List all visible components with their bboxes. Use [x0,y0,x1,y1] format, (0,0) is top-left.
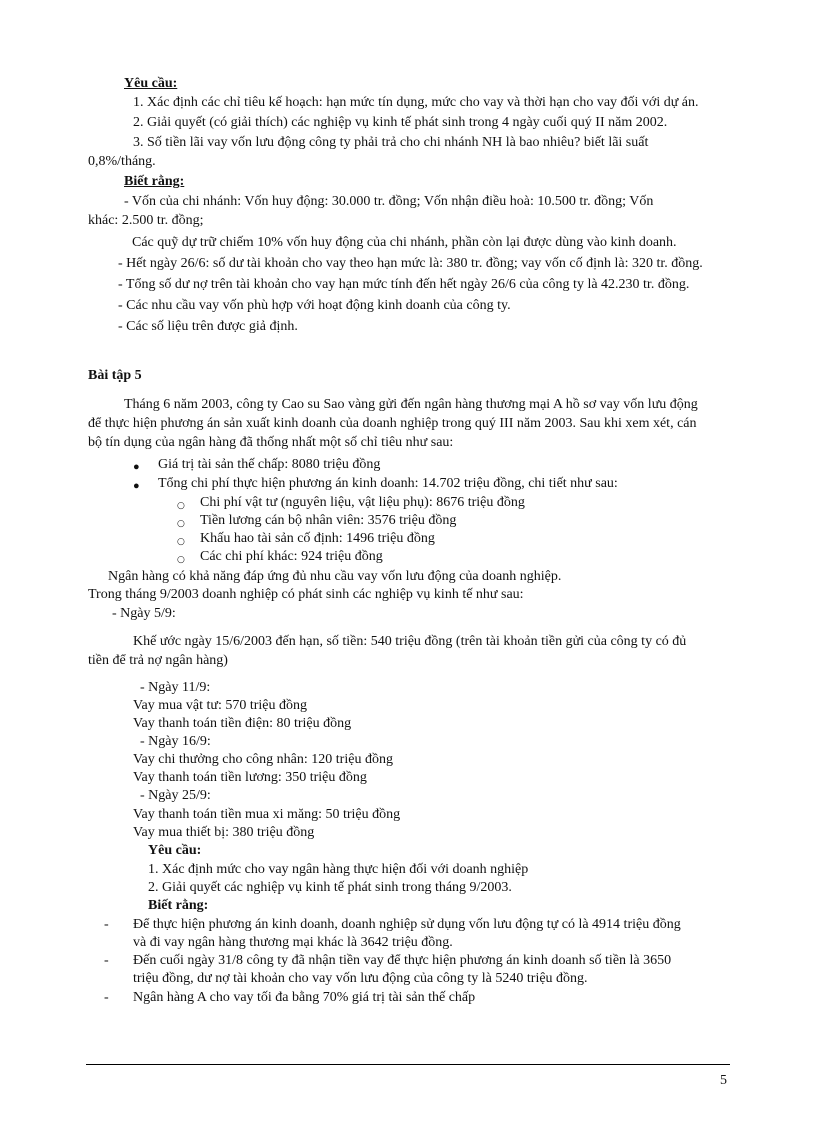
bullet-1: Giá trị tài sản thế chấp: 8080 triệu đồng [158,457,381,472]
september-intro: Trong tháng 9/2003 doanh nghiệp có phát sinh các nghiệp vụ kinh tế như sau: [88,587,524,602]
exercise-title: Bài tập 5 [88,368,142,383]
page-number: 5 [720,1073,727,1088]
sub-bullet-4: Các chi phí khác: 924 triệu đồng [200,549,383,564]
known-1-line1: - Vốn của chi nhánh: Vốn huy động: 30.000 tr. đồng; Vốn nhận điều hoà: 10.500 tr. đồng; Vốn [124,194,654,209]
bullet-2: Tổng chi phí thực hiện phương án kinh doanh: 14.702 triệu đồng, chi tiết như sau: [158,476,618,491]
known-5: - Các nhu cầu vay vốn phù hợp với hoạt động kinh doanh của công ty. [118,298,511,313]
requirement-2: 2. Giải quyết (có giải thích) các nghiệp vụ kinh tế phát sinh trong 4 ngày cuối quý II năm 2002. [133,115,668,130]
sub-bullet-3: Khấu hao tài sản cố định: 1496 triệu đồng [200,531,435,546]
exercise-known-3: Ngân hàng A cho vay tối đa bằng 70% giá trị tài sản thế chấp [133,990,476,1005]
requirement-1: 1. Xác định các chỉ tiêu kế hoạch: hạn mức tín dụng, mức cho vay và thời hạn cho vay đối với dự án. [133,95,699,110]
exercise-known-heading: Biết rằng: [148,898,209,913]
day-5-9-text-line2: tiền để trả nợ ngân hàng) [88,653,228,668]
dash-bullet-icon: - [104,917,109,932]
exercise-requirements-heading: Yêu cầu: [148,843,202,858]
sub-bullet-2: Tiền lương cán bộ nhân viên: 3576 triệu đồng [200,513,457,528]
day-5-9-text-line1: Khế ước ngày 15/6/2003 đến hạn, số tiền: 540 triệu đồng (trên tài khoản tiền gửi của công ty có đủ [133,634,687,649]
exercise-requirement-2: 2. Giải quyết các nghiệp vụ kinh tế phát sinh trong tháng 9/2003. [148,880,512,895]
circle-bullet-icon: ○ [177,501,185,511]
known-3: - Hết ngày 26/6: số dư tài khoản cho vay theo hạn mức là: 380 tr. đồng; vay vốn cố định là: 320 tr. đồng. [118,256,703,271]
intro-line1: Tháng 6 năm 2003, công ty Cao su Sao vàng gửi đến ngân hàng thương mại A hồ sơ vay vốn lưu động [124,397,698,412]
day-25-9: - Ngày 25/9: [140,788,211,803]
bullet-dot-icon: ● [133,461,140,473]
requirement-3-line2: 0,8%/tháng. [88,154,156,169]
known-heading: Biết rằng: [124,174,185,189]
known-1-line2: khác: 2.500 tr. đồng; [88,213,204,228]
bullet-dot-icon: ● [133,480,140,492]
day-16-9-item-a: Vay chi thưởng cho công nhân: 120 triệu đồng [133,752,393,767]
known-4: - Tổng số dư nợ trên tài khoản cho vay hạn mức tính đến hết ngày 26/6 của công ty là 42.230 tr. đồng. [118,277,690,292]
dash-bullet-icon: - [104,953,109,968]
day-25-9-item-a: Vay thanh toán tiền mua xi măng: 50 triệu đồng [133,807,401,822]
exercise-known-1-line2: và đi vay ngân hàng thương mại khác là 3642 triệu đồng. [133,935,453,950]
day-16-9: - Ngày 16/9: [140,734,211,749]
exercise-known-2-line2: triệu đồng, dư nợ tài khoản cho vay vốn lưu động của công ty là 5240 triệu đồng. [133,971,588,986]
day-11-9: - Ngày 11/9: [140,680,211,695]
exercise-known-1-line1: Để thực hiện phương án kinh doanh, doanh nghiệp sử dụng vốn lưu động tự có là 4914 triệu đồng [133,917,681,932]
dash-bullet-icon: - [104,990,109,1005]
intro-line3: bộ tín dụng của ngân hàng đã thống nhất một số chỉ tiêu như sau: [88,435,454,450]
day-25-9-item-b: Vay mua thiết bị: 380 triệu đồng [133,825,315,840]
day-16-9-item-b: Vay thanh toán tiền lương: 350 triệu đồng [133,770,367,785]
known-6: - Các số liệu trên được giả định. [118,319,298,334]
circle-bullet-icon: ○ [177,519,185,529]
exercise-known-2-line1: Đến cuối ngày 31/8 công ty đã nhận tiền vay để thực hiện phương án kinh doanh số tiền là 3650 [133,953,672,968]
day-11-9-item-b: Vay thanh toán tiền điện: 80 triệu đồng [133,716,352,731]
bank-capacity: Ngân hàng có khả năng đáp ứng đủ nhu cầu vay vốn lưu động của doanh nghiệp. [108,569,562,584]
requirements-heading: Yêu cầu: [124,76,178,91]
exercise-requirement-1: 1. Xác định mức cho vay ngân hàng thực hiện đối với doanh nghiệp [148,862,529,877]
circle-bullet-icon: ○ [177,537,185,547]
footer-rule [86,1064,730,1065]
day-11-9-item-a: Vay mua vật tư: 570 triệu đồng [133,698,308,713]
sub-bullet-1: Chi phí vật tư (nguyên liệu, vật liệu phụ): 8676 triệu đồng [200,495,525,510]
day-5-9: - Ngày 5/9: [112,606,176,621]
known-2: Các quỹ dự trữ chiếm 10% vốn huy động của chi nhánh, phần còn lại được dùng vào kinh doanh. [132,235,677,250]
intro-line2: để thực hiện phương án sản xuất kinh doanh của doanh nghiệp trong quý III năm 2003. Sau khi xem xét, cán [88,416,697,431]
circle-bullet-icon: ○ [177,555,185,565]
requirement-3-line1: 3. Số tiền lãi vay vốn lưu động công ty phải trả cho chi nhánh NH là bao nhiêu? biết lãi suất [133,135,649,150]
